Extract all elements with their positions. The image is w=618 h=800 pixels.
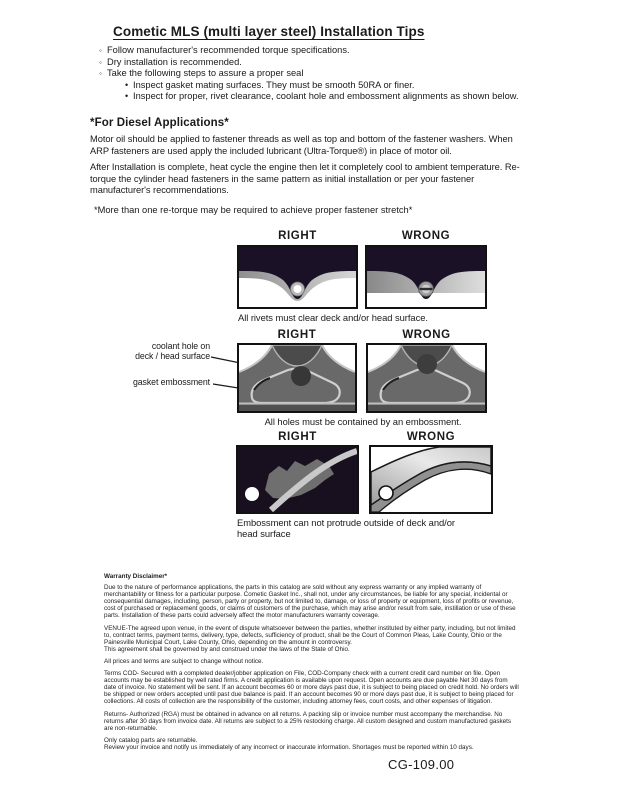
rivet-clear-right-art	[239, 247, 356, 307]
diesel-paragraph-1: Motor oil should be applied to fastener threads as well as top and bottom of the fastener washers. When ARP fasteners are used apply the included lubricant (Ultra-Torque®) in place of motor oil.	[90, 134, 513, 156]
venue-paragraph: VENUE-The agreed upon venue, in the event of dispute whatsoever between the parties, whether instituted by either party, including, but not limited to, contract terms, payment terms, delivery, type, defects, sufficiency of product, shall be the Court of Common Pleas, Lake County, Ohio or the Painesville Municipal Court, Lake County, Ohio, depending on the amount in controversy.	[104, 624, 516, 646]
embossment-right-art	[239, 345, 355, 411]
installation-tips-list	[99, 45, 539, 103]
prices-terms-line: All prices and terms are subject to change without notice.	[104, 657, 264, 665]
tip-sub-item	[99, 80, 539, 92]
row2-right-diagram	[237, 343, 357, 413]
row2-wrong-diagram	[366, 343, 487, 413]
protrude-wrong-art	[371, 447, 491, 512]
open-bullet-icon: ◦	[99, 57, 102, 67]
coolant-hole-label: coolant hole on deck / head surface	[135, 341, 210, 361]
legal-fine-print	[104, 573, 519, 756]
row3-wrong-diagram	[369, 445, 493, 514]
row2-wrong-label: WRONG	[402, 329, 451, 341]
terms-cod-paragraph: Terms COD- Secured with a completed dealer/jobber application on File, COD-Company check with a current credit card number on file. Open accounts may be established by well rated firms. A credit application is available upon request. Open accounts are due payable Net 30 days from date of invoice. No statement will be sent. If an account becomes 60 or more days past due, it is subject to being placed on credit hold. No orders will be shipped or new orders accepted until past due balance is paid. If an account becomes 90 or more days past due, it is subject to being placed for collections. All costs of collection are the responsibility of the customer, including attorney fees, court costs, and other expenses of litigation.	[104, 670, 519, 706]
filled-bullet-icon: •	[125, 91, 129, 102]
returns-paragraph: Returns- Authorized (RGA) must be obtained in advance on all returns. A packing slip or invoice number must accompany the merchandise. No returns after 30 days from invoice date. All returns are subject to a 25% restocking charge. All custom designed and custom manufactured gaskets are non-returnable.	[104, 710, 512, 732]
tip-text: Take the following steps to assure a proper seal	[107, 68, 304, 79]
invoice-review-line: Review your invoice and notify us immediately of any incorrect or inaccurate information. Shortages must be reported within 10 days.	[104, 743, 474, 751]
tip-item	[99, 68, 539, 80]
filled-bullet-icon: •	[125, 79, 129, 90]
bolt-hole	[379, 486, 393, 500]
row3-wrong-label: WRONG	[406, 431, 456, 443]
tip-item	[99, 45, 539, 57]
tip-text: Inspect for proper, rivet clearance, coolant hole and embossment alignments as shown below.	[133, 91, 519, 102]
open-bullet-icon: ◦	[99, 69, 102, 79]
tip-sub-item	[99, 91, 539, 103]
retorque-note: *More than one re-torque may be required to achieve proper fastener stretch*	[94, 205, 413, 215]
row2-caption: All holes must be contained by an embossment.	[264, 416, 462, 427]
row1-right-diagram	[237, 245, 358, 309]
page-title: Cometic MLS (multi layer steel) Installation Tips	[113, 24, 425, 39]
tip-text: Follow manufacturer's recommended torque specifications.	[107, 45, 350, 55]
row3-right-label: RIGHT	[278, 431, 317, 443]
tip-text: Dry installation is recommended.	[107, 56, 242, 67]
protrude-right-art	[238, 447, 357, 512]
open-bullet-icon: ◦	[99, 46, 102, 55]
row1-wrong-label: WRONG	[401, 230, 451, 242]
governing-law-line: This agreement shall be governed by and construed under the laws of the State of Ohio.	[104, 645, 350, 653]
row1-wrong-diagram	[365, 245, 487, 309]
warranty-disclaimer-heading: Warranty Disclaimer*	[104, 573, 168, 580]
row1-caption: All rivets must clear deck and/or head surface.	[238, 312, 428, 323]
gasket-embossment-label: gasket embossment	[132, 377, 210, 387]
bolt-hole	[245, 487, 259, 501]
diesel-applications-heading: *For Diesel Applications*	[90, 117, 229, 129]
tip-text: Inspect gasket mating surfaces. They must be smooth 50RA or finer.	[133, 79, 415, 90]
row3-caption: Embossment can not protrude outside of deck and/or head surface	[237, 517, 455, 539]
rivet-clear-wrong-art	[367, 247, 485, 307]
row3-right-diagram	[236, 445, 359, 514]
embossment-wrong-art	[368, 345, 485, 411]
coolant-hole	[417, 354, 437, 374]
document-number: CG-109.00	[388, 757, 455, 772]
diesel-paragraph-2: After Installation is complete, heat cycle the engine then let it completely cool to ambient temperature. Re-torque the cylinder head fasteners in the same pattern as initial installation or per your fastener manufacturer's recommendations.	[90, 162, 520, 196]
warranty-paragraph: Due to the nature of performance applications, the parts in this catalog are sold without any express warranty or any implied warranty of merchantability or fitness for a particular purpose. Cometic Gasket Inc., shall not, under any circumstances, be liable for any special, incidental or consequential damages, including, person, party or property, but not limited to, damage, or loss of property or equipment, loss of profits or revenue, cost of purchased or replacement goods, or claims of customers of the purchase, which may arise and/or result from sale, instillation or use of these parts. Installation of these parts could adversely affect the motor manufacturers warranty coverage.	[104, 584, 516, 620]
coolant-hole	[291, 366, 311, 386]
row1-right-label: RIGHT	[278, 230, 317, 242]
row2-right-label: RIGHT	[277, 329, 317, 341]
tip-item	[99, 57, 539, 69]
catalog-parts-line: Only catalog parts are returnable.	[104, 736, 198, 744]
